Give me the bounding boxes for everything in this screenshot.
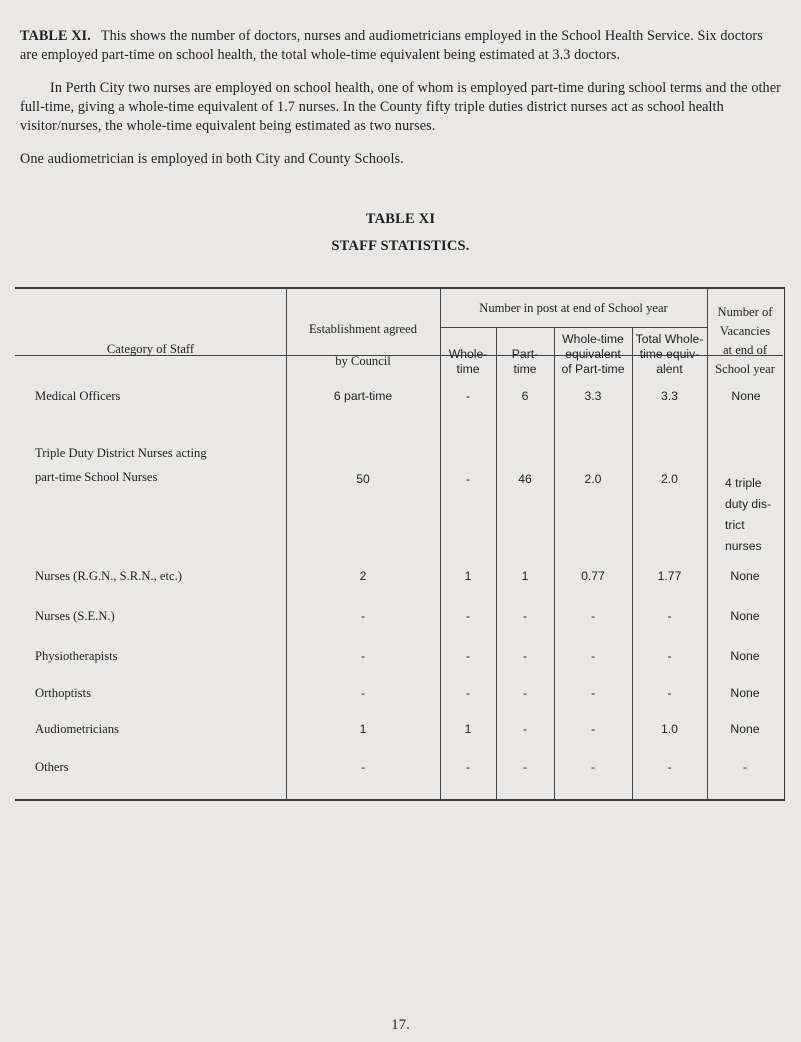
row-establishment: - bbox=[360, 649, 366, 663]
row-vacancies-l3: trict bbox=[725, 518, 745, 532]
row-wte: - bbox=[590, 722, 596, 736]
header-establishment-2: by Council bbox=[335, 354, 391, 368]
row-establishment: - bbox=[360, 609, 366, 623]
header-vacancies bbox=[707, 303, 783, 379]
row-vacancies-l2: duty dis- bbox=[725, 497, 772, 511]
row-vacancies-l1: 4 triple bbox=[725, 476, 762, 490]
row-category: Physiotherapists bbox=[35, 649, 118, 663]
row-whole-time: - bbox=[465, 389, 471, 403]
header-total-l3: alent bbox=[656, 362, 683, 376]
row-category-l1: Triple Duty District Nurses acting bbox=[35, 446, 207, 460]
row-part-time: 46 bbox=[518, 472, 532, 486]
row-total: - bbox=[667, 649, 672, 663]
staff-statistics-table bbox=[15, 287, 785, 801]
header-category: Category of Staff bbox=[106, 342, 195, 356]
row-wte: - bbox=[590, 609, 596, 623]
row-vacancies: None bbox=[731, 389, 761, 403]
row-category: Medical Officers bbox=[35, 389, 121, 403]
row-category: Orthoptists bbox=[35, 686, 91, 700]
row-part-time: 6 bbox=[521, 389, 529, 403]
row-vacancies-l4: nurses bbox=[725, 539, 762, 553]
header-total-l2: time equiv- bbox=[639, 347, 700, 361]
header-vacancies-l2: Vacancies bbox=[719, 324, 771, 338]
row-part-time: 1 bbox=[521, 569, 529, 583]
row-total: - bbox=[667, 686, 672, 700]
row-establishment: - bbox=[360, 686, 366, 700]
header-wte-l3: of Part-time bbox=[561, 362, 625, 376]
row-establishment: 2 bbox=[359, 569, 367, 583]
row-whole-time: - bbox=[465, 760, 471, 774]
row-wte: - bbox=[590, 760, 596, 774]
row-category-l2: part-time School Nurses bbox=[35, 470, 158, 484]
intro-paragraph-1 bbox=[20, 27, 782, 65]
header-wte-l1: Whole-time bbox=[562, 332, 624, 346]
row-part-time: - bbox=[522, 686, 528, 700]
header-part-time bbox=[496, 347, 554, 377]
page-number: 17. bbox=[391, 1017, 410, 1033]
header-vacancies-l3: at end of bbox=[722, 343, 768, 357]
row-whole-time: - bbox=[465, 609, 471, 623]
row-establishment: 6 part-time bbox=[333, 389, 393, 403]
table-titles bbox=[0, 206, 801, 260]
row-total: - bbox=[667, 760, 672, 774]
header-establishment-1: Establishment agreed bbox=[308, 322, 418, 336]
intro-text bbox=[20, 27, 782, 183]
header-total-equivalent bbox=[632, 332, 707, 377]
intro-paragraph-1-text: This shows the number of doctors, nurses and audiometricians employed in the School Health Service. Six doctors are employed part-time on school health, the total whole-time equivalent being estimated at 3.3 doctors. bbox=[20, 28, 763, 63]
header-vacancies-l1: Number of bbox=[717, 305, 773, 319]
header-total-l1: Total Whole- bbox=[635, 332, 704, 346]
row-part-time: - bbox=[522, 649, 528, 663]
intro-paragraph-3: One audiometrician is employed in both City and County Schools. bbox=[20, 151, 404, 167]
row-total: 3.3 bbox=[661, 389, 678, 403]
header-number-in-post: Number in post at end of School year bbox=[479, 301, 668, 315]
row-vacancies: None bbox=[730, 686, 760, 700]
row-total: 1.0 bbox=[661, 722, 678, 736]
header-wte-l2: equivalent bbox=[565, 347, 621, 361]
row-establishment: 1 bbox=[359, 722, 367, 736]
intro-paragraph-2: In Perth City two nurses are employed on school health, one of whom is employed part-time during school terms and the other full-time, giving a whole-time equivalent of 1.7 nurses. In the County fifty triple duties district nurses act as school health visitor/nurses, the whole-time equivalent being estimated as two nurses. bbox=[20, 80, 781, 134]
row-total: 1.77 bbox=[657, 569, 682, 583]
row-establishment: 50 bbox=[356, 472, 370, 486]
row-wte: - bbox=[590, 686, 596, 700]
row-whole-time: - bbox=[465, 472, 471, 486]
row-vacancies: None bbox=[730, 649, 760, 663]
row-whole-time: - bbox=[465, 649, 471, 663]
header-part-time-l2: time bbox=[513, 362, 537, 376]
row-wte: 3.3 bbox=[584, 389, 602, 403]
row-wte: 0.77 bbox=[581, 569, 605, 583]
row-category: Nurses (S.E.N.) bbox=[35, 609, 115, 623]
header-whole-time bbox=[440, 347, 496, 377]
row-vacancies: None bbox=[730, 722, 760, 736]
row-vacancies: - bbox=[742, 760, 748, 774]
header-whole-time-l1: Whole- bbox=[448, 347, 488, 361]
table-subtitle: STAFF STATISTICS. bbox=[331, 238, 470, 254]
row-whole-time: - bbox=[465, 686, 471, 700]
row-category bbox=[35, 441, 207, 489]
row-total: - bbox=[667, 609, 672, 623]
row-vacancies: None bbox=[730, 609, 760, 623]
row-establishment: - bbox=[360, 760, 366, 774]
row-category: Nurses (R.G.N., S.R.N., etc.) bbox=[35, 569, 182, 583]
row-wte: 2.0 bbox=[584, 472, 602, 486]
row-whole-time: 1 bbox=[464, 722, 472, 736]
row-total: 2.0 bbox=[661, 472, 678, 486]
row-part-time: - bbox=[522, 609, 528, 623]
header-whole-time-equivalent bbox=[554, 332, 632, 377]
row-wte: - bbox=[590, 649, 596, 663]
row-vacancies: None bbox=[730, 569, 760, 583]
row-whole-time: 1 bbox=[464, 569, 472, 583]
table-title: TABLE XI bbox=[365, 211, 436, 227]
header-whole-time-l2: time bbox=[456, 362, 480, 376]
row-category: Audiometricians bbox=[35, 722, 119, 736]
row-part-time: - bbox=[522, 760, 528, 774]
header-vacancies-l4: School year bbox=[715, 362, 775, 376]
header-subdivider bbox=[440, 327, 707, 328]
row-part-time: - bbox=[522, 722, 528, 736]
header-part-time-l1: Part- bbox=[511, 347, 539, 361]
table-reference-label: TABLE XI. bbox=[20, 28, 91, 44]
row-category: Others bbox=[35, 760, 69, 774]
row-vacancies bbox=[725, 473, 793, 557]
